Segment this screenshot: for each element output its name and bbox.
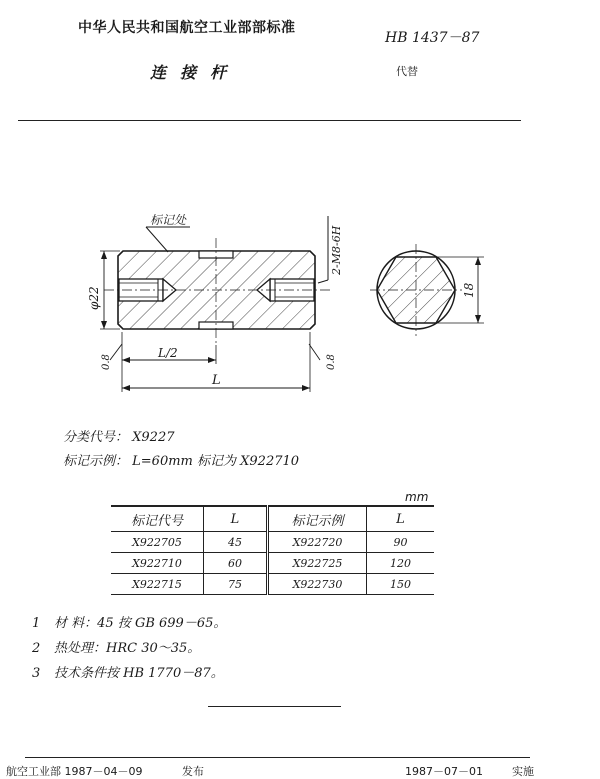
chamfer-right-label: 0.8 — [326, 354, 337, 370]
footer-divider — [25, 757, 530, 758]
standard-number: HB 1437－87 — [385, 30, 480, 46]
table-header-row — [111, 506, 434, 532]
footer-impl-date: 1987－07－01 — [405, 765, 483, 778]
classification-label: 分类代号： — [63, 430, 129, 445]
issuer-name: 航空工业部 — [6, 765, 61, 778]
mark-position-label: 标记处 — [150, 213, 187, 227]
marking-example-line — [63, 450, 299, 469]
table-row — [111, 553, 434, 574]
footer-issue-label: 发布 — [182, 765, 204, 778]
header-code-2: 标记示例 — [268, 506, 367, 532]
table-row — [111, 532, 434, 553]
across-flats-label: 18 — [462, 282, 476, 298]
thread-spec-label: 2-M8-6H — [330, 225, 343, 275]
replaces-label: 代替 — [396, 65, 418, 78]
note-material — [32, 612, 226, 631]
footer-impl-label: 实施 — [512, 765, 534, 778]
table-cell: 150 — [367, 574, 435, 595]
note-number: 1 — [32, 616, 41, 631]
table-cell: 75 — [204, 574, 268, 595]
half-length-label: L/2 — [158, 346, 178, 360]
header-length-1: L — [204, 506, 268, 532]
note-text: 技术条件按 HB 1770－87。 — [54, 666, 224, 681]
section-view — [104, 238, 330, 345]
footer-issuer — [6, 763, 143, 779]
marking-example-label: 标记示例： — [63, 454, 129, 469]
chamfer-left-label: 0.8 — [101, 354, 112, 370]
table-row — [111, 574, 434, 595]
classification-line — [63, 426, 175, 445]
unit-label: mm — [405, 490, 429, 504]
issuing-ministry: 中华人民共和国航空工业部部标准 — [78, 20, 296, 36]
table-cell: 45 — [204, 532, 268, 553]
note-number: 3 — [32, 666, 41, 681]
table-cell: 120 — [367, 553, 435, 574]
issue-date: 1987－04－09 — [64, 765, 143, 778]
header-length-2: L — [367, 506, 435, 532]
note-number: 2 — [32, 641, 41, 656]
end-divider — [208, 706, 341, 707]
classification-value: X9227 — [132, 430, 175, 445]
note-technical-conditions — [32, 662, 224, 681]
length-label: L — [212, 373, 221, 388]
table-cell: X922710 — [111, 553, 204, 574]
table-cell: 60 — [204, 553, 268, 574]
header-code-1: 标记代号 — [111, 506, 204, 532]
table-cell: X922705 — [111, 532, 204, 553]
note-heat-treatment — [32, 637, 200, 656]
end-view — [370, 244, 462, 336]
table-cell: 90 — [367, 532, 435, 553]
document-title: 连接杆 — [150, 63, 241, 82]
designation-table — [111, 505, 434, 595]
table-cell: X922730 — [268, 574, 367, 595]
table-cell: X922720 — [268, 532, 367, 553]
table-cell: X922715 — [111, 574, 204, 595]
note-text: 材 料：45 按 GB 699－65。 — [54, 616, 227, 631]
table-cell: X922725 — [268, 553, 367, 574]
marking-example-value: L=60mm 标记为 X922710 — [132, 454, 300, 469]
note-text: 热处理：HRC 30～35。 — [54, 641, 201, 656]
diameter-label: φ22 — [87, 286, 101, 310]
